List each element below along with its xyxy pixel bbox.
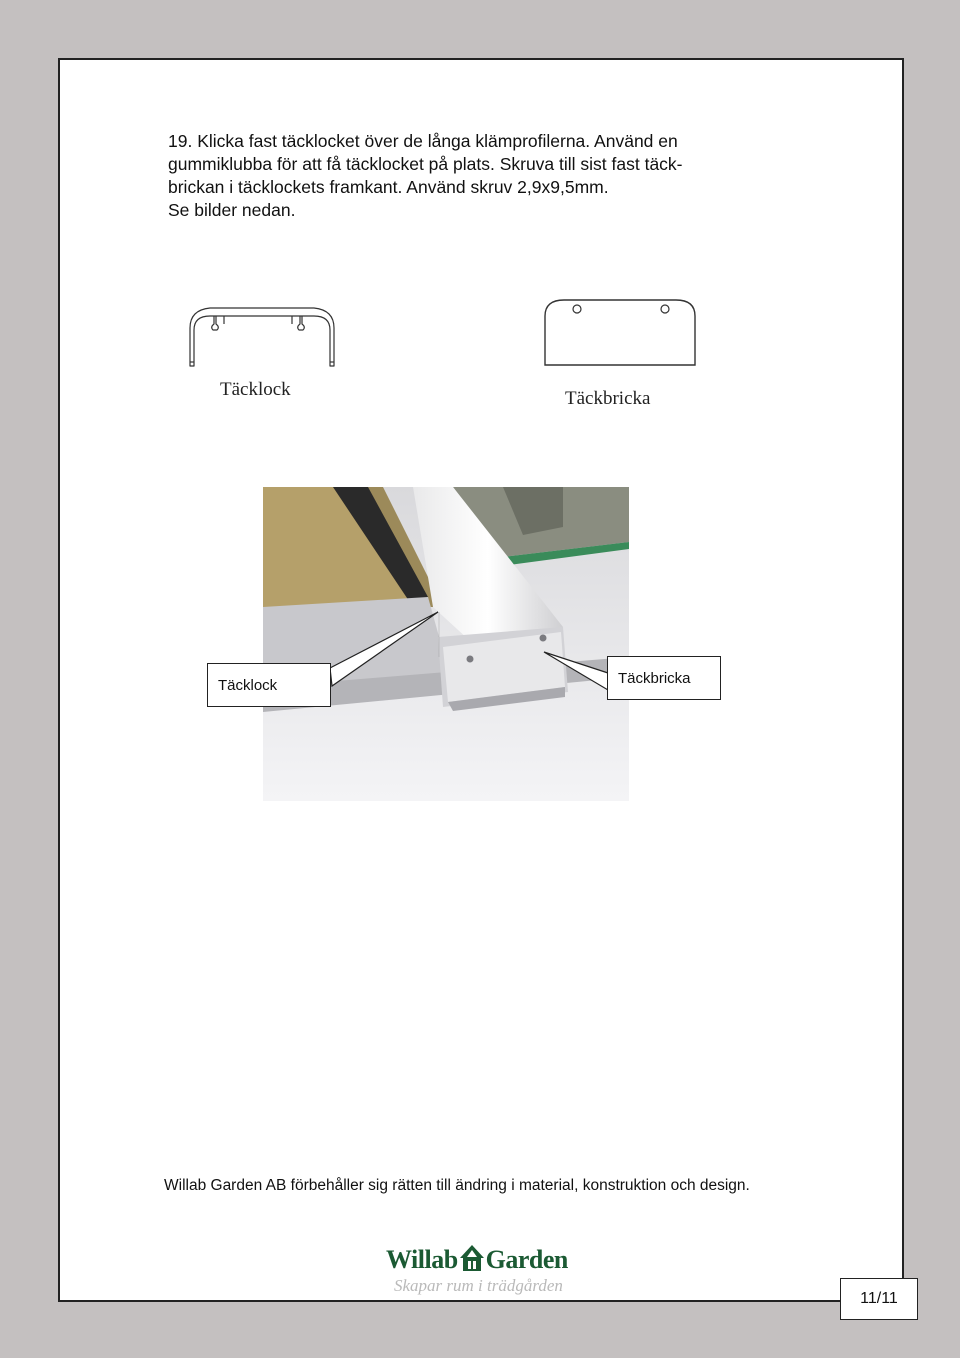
- tree-house-icon: [459, 1244, 485, 1272]
- callout-pointers: [60, 60, 902, 1300]
- logo-part-2: Garden: [485, 1245, 568, 1274]
- callout-cover-label: Täcklock: [207, 663, 331, 707]
- page-number: 11/11: [840, 1278, 918, 1320]
- instruction-line: gummiklubba för att få täcklocket på plats. Skruva till sist fast täck-: [168, 154, 683, 174]
- logo-wordmark: [386, 1244, 568, 1275]
- disclaimer-text: Willab Garden AB förbehåller sig rätten till ändring i material, konstruktion och design.: [164, 1177, 750, 1194]
- cover-drawing-label: Täcklock: [220, 379, 291, 400]
- document-page: [58, 58, 904, 1302]
- logo-tagline: Skapar rum i trädgården: [394, 1276, 563, 1295]
- instruction-line: Se bilder nedan.: [168, 200, 296, 220]
- callout-plate-label: Täckbricka: [607, 656, 721, 700]
- instruction-line: brickan i täcklockets framkant. Använd skruv 2,9x9,5mm.: [168, 177, 609, 197]
- instruction-line: 19. Klicka fast täcklocket över de långa klämprofilerna. Använd en: [168, 131, 678, 151]
- plate-drawing-label: Täckbricka: [565, 388, 651, 409]
- willab-garden-logo: [386, 1240, 586, 1300]
- logo-part-1: Willab: [386, 1245, 458, 1274]
